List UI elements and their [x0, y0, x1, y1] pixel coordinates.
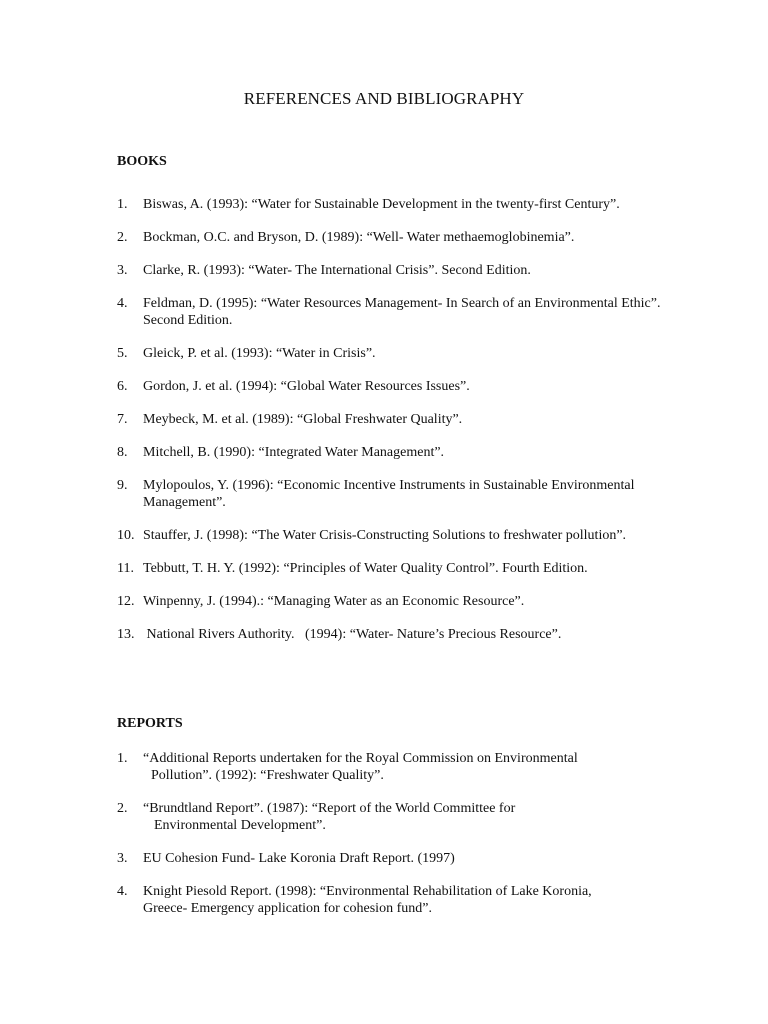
books-heading: BOOKS [117, 154, 167, 169]
entry-number: 7. [117, 412, 128, 427]
entry-text: National Rivers Authority. (1994): “Water- Nature’s Precious Resource”. [143, 627, 562, 642]
entry-number: 9. [117, 478, 128, 493]
entry-text [143, 750, 677, 784]
entry-number: 3. [117, 263, 128, 278]
books-list [117, 196, 677, 659]
entry-text [143, 800, 677, 834]
book-entry-11 [117, 560, 677, 577]
entry-text [143, 883, 677, 917]
entry-line-1: “Brundtland Report”. (1987): “Report of the World Committee for [143, 801, 516, 816]
book-entry-3 [117, 262, 677, 279]
book-entry-1 [117, 196, 677, 213]
book-entry-5 [117, 345, 677, 362]
entry-text: Gordon, J. et al. (1994): “Global Water Resources Issues”. [143, 379, 470, 394]
entry-number: 4. [117, 884, 128, 899]
entry-number: 6. [117, 379, 128, 394]
book-entry-8 [117, 444, 677, 461]
entry-number: 2. [117, 801, 128, 816]
entry-number: 1. [117, 751, 128, 766]
report-entry-1 [117, 750, 677, 784]
entry-text: Gleick, P. et al. (1993): “Water in Crisis”. [143, 346, 376, 361]
entry-line-2: Greece- Emergency application for cohesion fund”. [143, 901, 432, 916]
entry-number: 1. [117, 197, 128, 212]
entry-text: Winpenny, J. (1994).: “Managing Water as an Economic Resource”. [143, 594, 525, 609]
reports-list [117, 750, 677, 933]
book-entry-4 [117, 295, 677, 329]
report-entry-2 [117, 800, 677, 834]
entry-line-2: Environmental Development”. [154, 818, 326, 833]
entry-text: Mitchell, B. (1990): “Integrated Water Management”. [143, 445, 445, 460]
entry-number: 4. [117, 296, 128, 311]
book-entry-10 [117, 527, 677, 544]
entry-number: 11. [117, 561, 134, 576]
entry-text: Stauffer, J. (1998): “The Water Crisis-Constructing Solutions to freshwater pollution”. [143, 528, 627, 543]
entry-text: Bockman, O.C. and Bryson, D. (1989): “Well- Water methaemoglobinemia”. [143, 230, 575, 245]
entry-text: Mylopoulos, Y. (1996): “Economic Incentive Instruments in Sustainable Environmental Management”. [143, 478, 635, 510]
entry-text: Biswas, A. (1993): “Water for Sustainable Development in the twenty-first Century”. [143, 197, 620, 212]
book-entry-7 [117, 411, 677, 428]
entry-line-1: Knight Piesold Report. (1998): “Environmental Rehabilitation of Lake Koronia, [143, 884, 592, 899]
entry-number: 3. [117, 851, 128, 866]
entry-line-2: Pollution”. (1992): “Freshwater Quality”. [151, 768, 384, 783]
book-entry-13 [117, 626, 677, 643]
entry-number: 8. [117, 445, 128, 460]
book-entry-6 [117, 378, 677, 395]
book-entry-2 [117, 229, 677, 246]
reports-heading: REPORTS [117, 716, 183, 731]
page-title: REFERENCES AND BIBLIOGRAPHY [243, 89, 525, 108]
entry-text [143, 850, 677, 867]
entry-text: Clarke, R. (1993): “Water- The International Crisis”. Second Edition. [143, 263, 531, 278]
entry-line-1: EU Cohesion Fund- Lake Koronia Draft Report. (1997) [143, 851, 455, 866]
entry-number: 10. [117, 528, 135, 543]
entry-number: 13. [117, 627, 135, 642]
book-entry-12 [117, 593, 677, 610]
entry-text: Tebbutt, T. H. Y. (1992): “Principles of Water Quality Control”. Fourth Edition. [143, 561, 588, 576]
entry-line-1: “Additional Reports undertaken for the Royal Commission on Environmental [143, 751, 578, 766]
book-entry-9 [117, 477, 677, 511]
entry-number: 12. [117, 594, 135, 609]
report-entry-3 [117, 850, 677, 867]
entry-text: Meybeck, M. et al. (1989): “Global Freshwater Quality”. [143, 412, 463, 427]
entry-number: 5. [117, 346, 128, 361]
entry-text: Feldman, D. (1995): “Water Resources Management- In Search of an Environmental Ethic”. Second Edition. [143, 296, 661, 328]
report-entry-4 [117, 883, 677, 917]
entry-number: 2. [117, 230, 128, 245]
